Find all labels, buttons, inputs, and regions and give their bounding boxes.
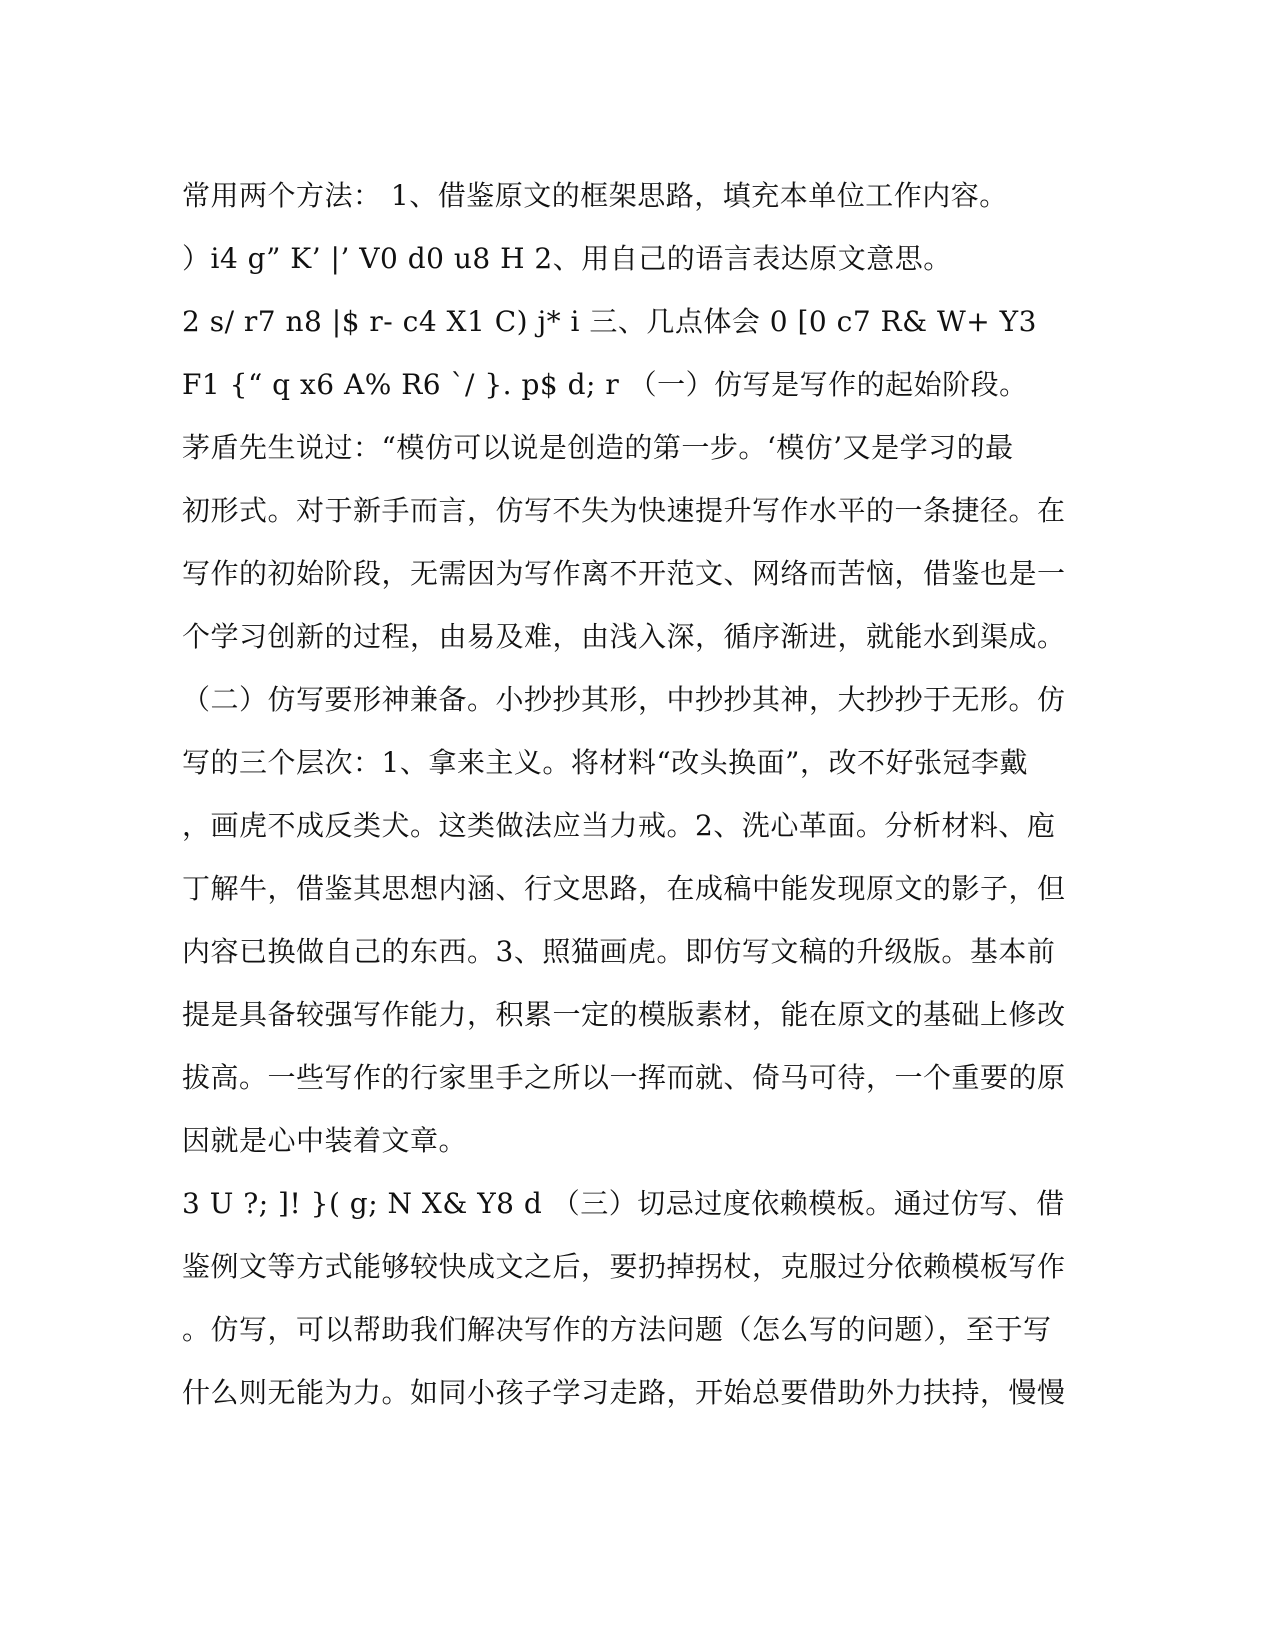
text-line: 提是具备较强写作能力，积累一定的模版素材，能在原文的基础上修改 — [182, 998, 1066, 1031]
text-line: 3 U ?; ]! }( g; N X& Y8 d （三）切忌过度依赖模板。通过仿写、借 — [182, 1187, 1065, 1220]
text-line: 个学习创新的过程，由易及难，由浅入深，循序渐进，就能水到渠成。 — [182, 620, 1066, 653]
text-line: ）i4 g” K’ |’ V0 d0 u8 H 2、用自己的语言表达原文意思。 — [182, 242, 952, 275]
text-line: F1 {“ q x6 A% R6 `/ }. p$ d; r （一）仿写是写作的起始阶段。 — [182, 368, 1028, 401]
text-line: 内容已换做自己的东西。3、照猫画虎。即仿写文稿的升级版。基本前 — [182, 935, 1056, 968]
text-line: 常用两个方法： 1、借鉴原文的框架思路，填充本单位工作内容。 — [182, 179, 1008, 212]
text-line: 鉴例文等方式能够较快成文之后，要扔掉拐杖，克服过分依赖模板写作 — [182, 1250, 1066, 1283]
text-line: 因就是心中装着文章。 — [182, 1124, 468, 1157]
text-line: 初形式。对于新手而言，仿写不失为快速提升写作水平的一条捷径。在 — [182, 494, 1066, 527]
text-line: 丁解牛，借鉴其思想内涵、行文思路，在成稿中能发现原文的影子，但 — [182, 872, 1066, 905]
text-line: 拔高。一些写作的行家里手之所以一挥而就、倚马可待，一个重要的原 — [182, 1061, 1066, 1094]
text-line: 写作的初始阶段，无需因为写作离不开范文、网络而苦恼，借鉴也是一 — [182, 557, 1066, 590]
body-text — [182, 164, 1082, 1424]
text-line: ，画虎不成反类犬。这类做法应当力戒。2、洗心革面。分析材料、庖 — [182, 809, 1056, 842]
text-line: 写的三个层次：1、拿来主义。将材料“改头换面”，改不好张冠李戴 — [182, 746, 1028, 779]
text-line: （二）仿写要形神兼备。小抄抄其形，中抄抄其神，大抄抄于无形。仿 — [182, 683, 1066, 716]
text-line: 2 s/ r7 n8 |$ r- c4 X1 C) j* i 三、几点体会 0 [0 c7 R& W+ Y3 — [182, 305, 1037, 338]
text-line: 什么则无能为力。如同小孩子学习走路，开始总要借助外力扶持，慢慢 — [182, 1376, 1066, 1409]
text-line: 茅盾先生说过：“模仿可以说是创造的第一步。‘模仿’又是学习的最 — [182, 431, 1014, 464]
text-line: 。仿写，可以帮助我们解决写作的方法问题（怎么写的问题），至于写 — [182, 1313, 1052, 1346]
